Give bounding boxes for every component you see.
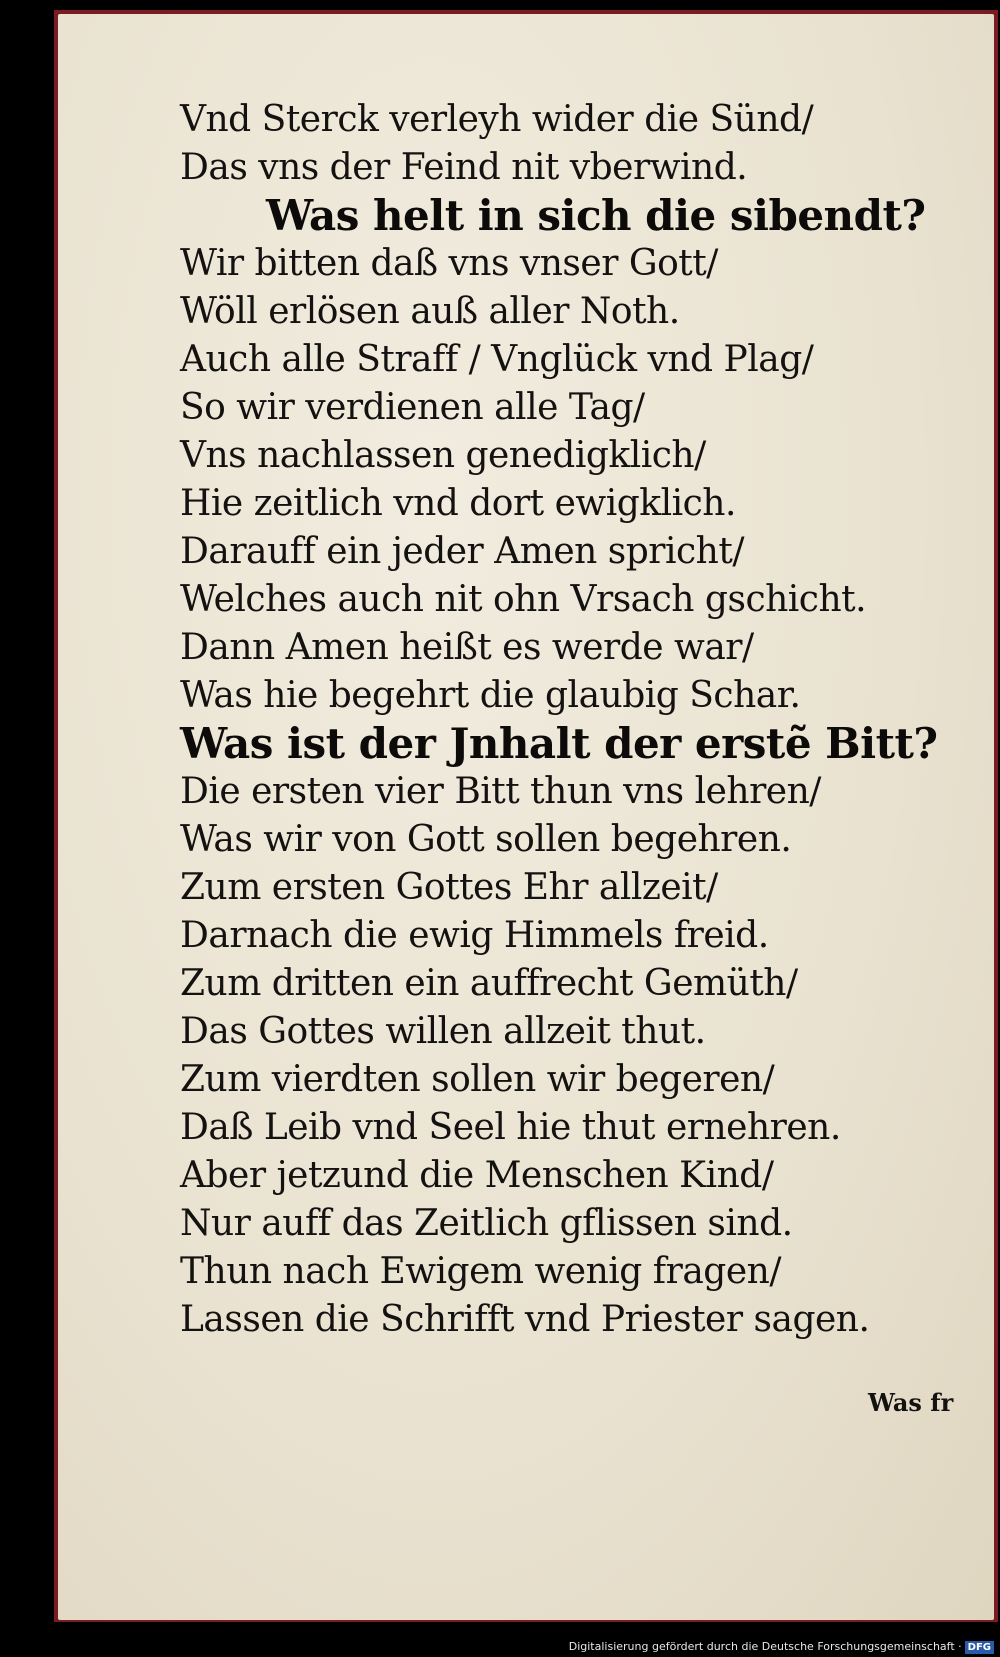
footer-text: Digitalisierung gefördert durch die Deutsche Forschungsgemeinschaft · xyxy=(568,1640,962,1653)
verse-line: Was wir von Gott sollen begehren. xyxy=(180,819,792,860)
verse-line: Zum vierdten sollen wir begeren/ xyxy=(180,1059,775,1100)
section-heading: Was helt in sich die sibendt? xyxy=(266,191,926,240)
verse-line: Welches auch nit ohn Vrsach gschicht. xyxy=(180,579,867,620)
section-heading: Was ist der Jnhalt der erstẽ Bitt? xyxy=(180,719,938,768)
verse-line: Zum dritten ein auffrecht Gemüth/ xyxy=(180,963,798,1004)
verse-line: So wir verdienen alle Tag/ xyxy=(180,387,645,428)
verse-line: Lassen die Schrifft vnd Priester sagen. xyxy=(180,1299,870,1340)
verse-line: Vnd Sterck verleyh wider die Sünd/ xyxy=(180,99,814,140)
verse-line: Wir bitten daß vns vnser Gott/ xyxy=(180,243,718,284)
verse-line: Daß Leib vnd Seel hie thut ernehren. xyxy=(180,1107,841,1148)
verse-line: Das vns der Feind nit vberwind. xyxy=(180,147,748,188)
verse-line: Thun nach Ewigem wenig fragen/ xyxy=(180,1251,781,1292)
verse-text xyxy=(180,96,980,1344)
verse-line: Was hie begehrt die glaubig Schar. xyxy=(180,675,801,716)
verse-line: Die ersten vier Bitt thun vns lehren/ xyxy=(180,771,821,812)
verse-line: Hie zeitlich vnd dort ewigklich. xyxy=(180,483,736,524)
verse-line: Nur auff das Zeitlich gflissen sind. xyxy=(180,1203,793,1244)
dfg-logo: DFG xyxy=(965,1641,994,1654)
verse-line: Darauff ein jeder Amen spricht/ xyxy=(180,531,744,572)
verse-line: Auch alle Straff / Vnglück vnd Plag/ xyxy=(180,339,814,380)
verse-line: Aber jetzund die Menschen Kind/ xyxy=(180,1155,774,1196)
catchword: Was fr xyxy=(868,1388,954,1417)
verse-line: Das Gottes willen allzeit thut. xyxy=(180,1011,706,1052)
verse-line: Darnach die ewig Himmels freid. xyxy=(180,915,769,956)
funding-footer xyxy=(569,1640,994,1654)
verse-line: Wöll erlösen auß aller Noth. xyxy=(180,291,680,332)
verse-line: Dann Amen heißt es werde war/ xyxy=(180,627,754,668)
verse-line: Vns nachlassen genedigklich/ xyxy=(180,435,706,476)
verse-line: Zum ersten Gottes Ehr allzeit/ xyxy=(180,867,718,908)
